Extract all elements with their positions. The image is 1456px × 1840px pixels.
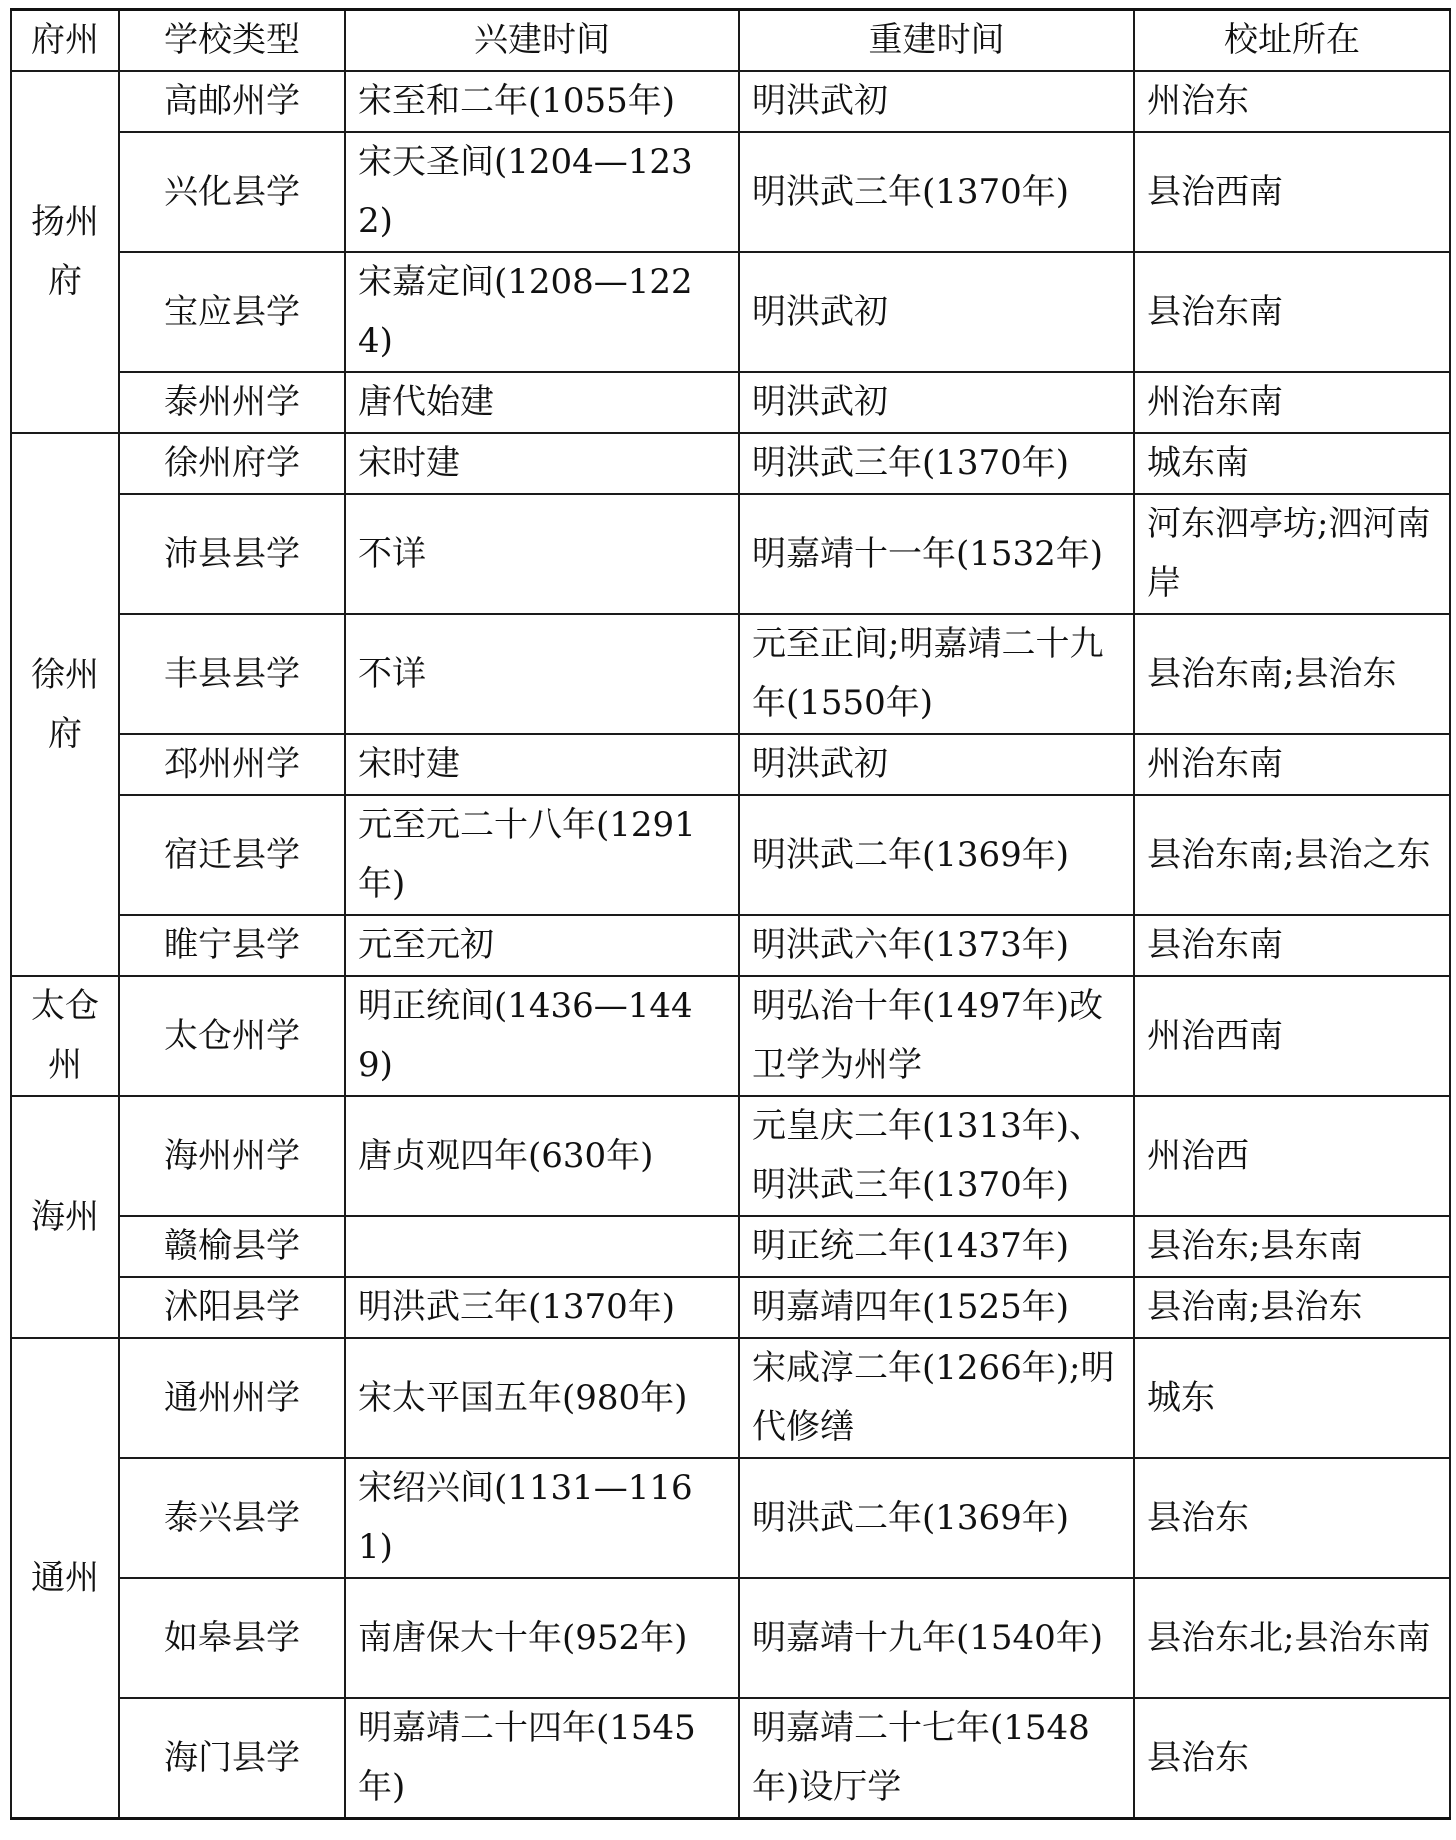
built-cell: 元至元初 — [345, 915, 739, 976]
school-cell: 通州州学 — [119, 1338, 345, 1458]
table-row — [11, 71, 1450, 132]
location-cell: 县治东北;县治东南 — [1134, 1578, 1450, 1698]
rebuilt-cell: 明洪武六年(1373年) — [739, 915, 1134, 976]
built-cell: 南唐保大十年(952年) — [345, 1578, 739, 1698]
table-row — [11, 1458, 1450, 1578]
rebuilt-cell: 明弘治十年(1497年)改卫学为州学 — [739, 976, 1134, 1096]
school-cell: 海门县学 — [119, 1698, 345, 1819]
table-row — [11, 915, 1450, 976]
school-cell: 赣榆县学 — [119, 1216, 345, 1277]
header-built-time: 兴建时间 — [345, 10, 739, 72]
prefecture-cell: 扬州府 — [11, 71, 119, 433]
built-cell: 宋时建 — [345, 734, 739, 795]
rebuilt-cell: 元至正间;明嘉靖二十九年(1550年) — [739, 614, 1134, 734]
built-cell: 明正统间(1436—1449) — [345, 976, 739, 1096]
rebuilt-cell: 明洪武二年(1369年) — [739, 795, 1134, 915]
school-cell: 太仓州学 — [119, 976, 345, 1096]
school-cell: 泰州州学 — [119, 372, 345, 433]
built-cell: 宋天圣间(1204—1232) — [345, 132, 739, 252]
rebuilt-cell: 明洪武初 — [739, 252, 1134, 372]
table-row — [11, 1578, 1450, 1698]
school-cell: 海州州学 — [119, 1096, 345, 1216]
rebuilt-cell: 明嘉靖二十七年(1548年)设厅学 — [739, 1698, 1134, 1819]
location-cell: 城东 — [1134, 1338, 1450, 1458]
location-cell: 县治东南;县治东 — [1134, 614, 1450, 734]
table-row — [11, 1338, 1450, 1458]
location-cell: 县治东南 — [1134, 252, 1450, 372]
built-cell — [345, 1216, 739, 1277]
table-row — [11, 614, 1450, 734]
school-cell: 泰兴县学 — [119, 1458, 345, 1578]
location-cell: 州治西 — [1134, 1096, 1450, 1216]
location-cell: 县治东南 — [1134, 915, 1450, 976]
built-cell: 唐代始建 — [345, 372, 739, 433]
table-body — [11, 71, 1450, 1819]
header-location: 校址所在 — [1134, 10, 1450, 72]
rebuilt-cell: 明洪武三年(1370年) — [739, 132, 1134, 252]
table-row — [11, 132, 1450, 252]
rebuilt-cell: 明嘉靖四年(1525年) — [739, 1277, 1134, 1338]
rebuilt-cell: 明洪武初 — [739, 71, 1134, 132]
built-cell: 不详 — [345, 614, 739, 734]
school-table — [10, 8, 1451, 1820]
built-cell: 宋至和二年(1055年) — [345, 71, 739, 132]
school-cell: 睢宁县学 — [119, 915, 345, 976]
table-row — [11, 1216, 1450, 1277]
school-cell: 徐州府学 — [119, 433, 345, 494]
rebuilt-cell: 明洪武二年(1369年) — [739, 1458, 1134, 1578]
table-row — [11, 1277, 1450, 1338]
location-cell: 州治东南 — [1134, 372, 1450, 433]
built-cell: 宋嘉定间(1208—1224) — [345, 252, 739, 372]
built-cell: 明嘉靖二十四年(1545年) — [345, 1698, 739, 1819]
table-row — [11, 433, 1450, 494]
prefecture-cell: 徐州府 — [11, 433, 119, 976]
prefecture-cell: 海州 — [11, 1096, 119, 1338]
built-cell: 唐贞观四年(630年) — [345, 1096, 739, 1216]
location-cell: 县治东 — [1134, 1458, 1450, 1578]
rebuilt-cell: 明嘉靖十一年(1532年) — [739, 494, 1134, 614]
school-cell: 兴化县学 — [119, 132, 345, 252]
school-cell: 丰县县学 — [119, 614, 345, 734]
school-cell: 邳州州学 — [119, 734, 345, 795]
header-rebuilt-time: 重建时间 — [739, 10, 1134, 72]
rebuilt-cell: 宋咸淳二年(1266年);明代修缮 — [739, 1338, 1134, 1458]
built-cell: 宋太平国五年(980年) — [345, 1338, 739, 1458]
location-cell: 县治西南 — [1134, 132, 1450, 252]
rebuilt-cell: 元皇庆二年(1313年)、明洪武三年(1370年) — [739, 1096, 1134, 1216]
prefecture-cell: 通州 — [11, 1338, 119, 1819]
location-cell: 县治东南;县治之东 — [1134, 795, 1450, 915]
rebuilt-cell: 明洪武初 — [739, 734, 1134, 795]
school-cell: 沭阳县学 — [119, 1277, 345, 1338]
table-row — [11, 372, 1450, 433]
location-cell: 州治西南 — [1134, 976, 1450, 1096]
location-cell: 县治东 — [1134, 1698, 1450, 1819]
table-row — [11, 795, 1450, 915]
built-cell: 不详 — [345, 494, 739, 614]
header-row — [11, 10, 1450, 72]
school-cell: 如皋县学 — [119, 1578, 345, 1698]
table-row — [11, 734, 1450, 795]
school-cell: 高邮州学 — [119, 71, 345, 132]
built-cell: 明洪武三年(1370年) — [345, 1277, 739, 1338]
location-cell: 城东南 — [1134, 433, 1450, 494]
rebuilt-cell: 明正统二年(1437年) — [739, 1216, 1134, 1277]
rebuilt-cell: 明嘉靖十九年(1540年) — [739, 1578, 1134, 1698]
rebuilt-cell: 明洪武三年(1370年) — [739, 433, 1134, 494]
school-cell: 宿迁县学 — [119, 795, 345, 915]
table-header — [11, 10, 1450, 72]
header-prefecture: 府州 — [11, 10, 119, 72]
built-cell: 宋时建 — [345, 433, 739, 494]
table-row — [11, 976, 1450, 1096]
table-row — [11, 494, 1450, 614]
location-cell: 州治东 — [1134, 71, 1450, 132]
table-row — [11, 1698, 1450, 1819]
rebuilt-cell: 明洪武初 — [739, 372, 1134, 433]
school-cell: 宝应县学 — [119, 252, 345, 372]
built-cell: 宋绍兴间(1131—1161) — [345, 1458, 739, 1578]
school-cell: 沛县县学 — [119, 494, 345, 614]
location-cell: 河东泗亭坊;泗河南岸 — [1134, 494, 1450, 614]
table-row — [11, 1096, 1450, 1216]
header-school-type: 学校类型 — [119, 10, 345, 72]
location-cell: 县治东;县东南 — [1134, 1216, 1450, 1277]
built-cell: 元至元二十八年(1291年) — [345, 795, 739, 915]
location-cell: 县治南;县治东 — [1134, 1277, 1450, 1338]
table-row — [11, 252, 1450, 372]
location-cell: 州治东南 — [1134, 734, 1450, 795]
prefecture-cell: 太仓州 — [11, 976, 119, 1096]
